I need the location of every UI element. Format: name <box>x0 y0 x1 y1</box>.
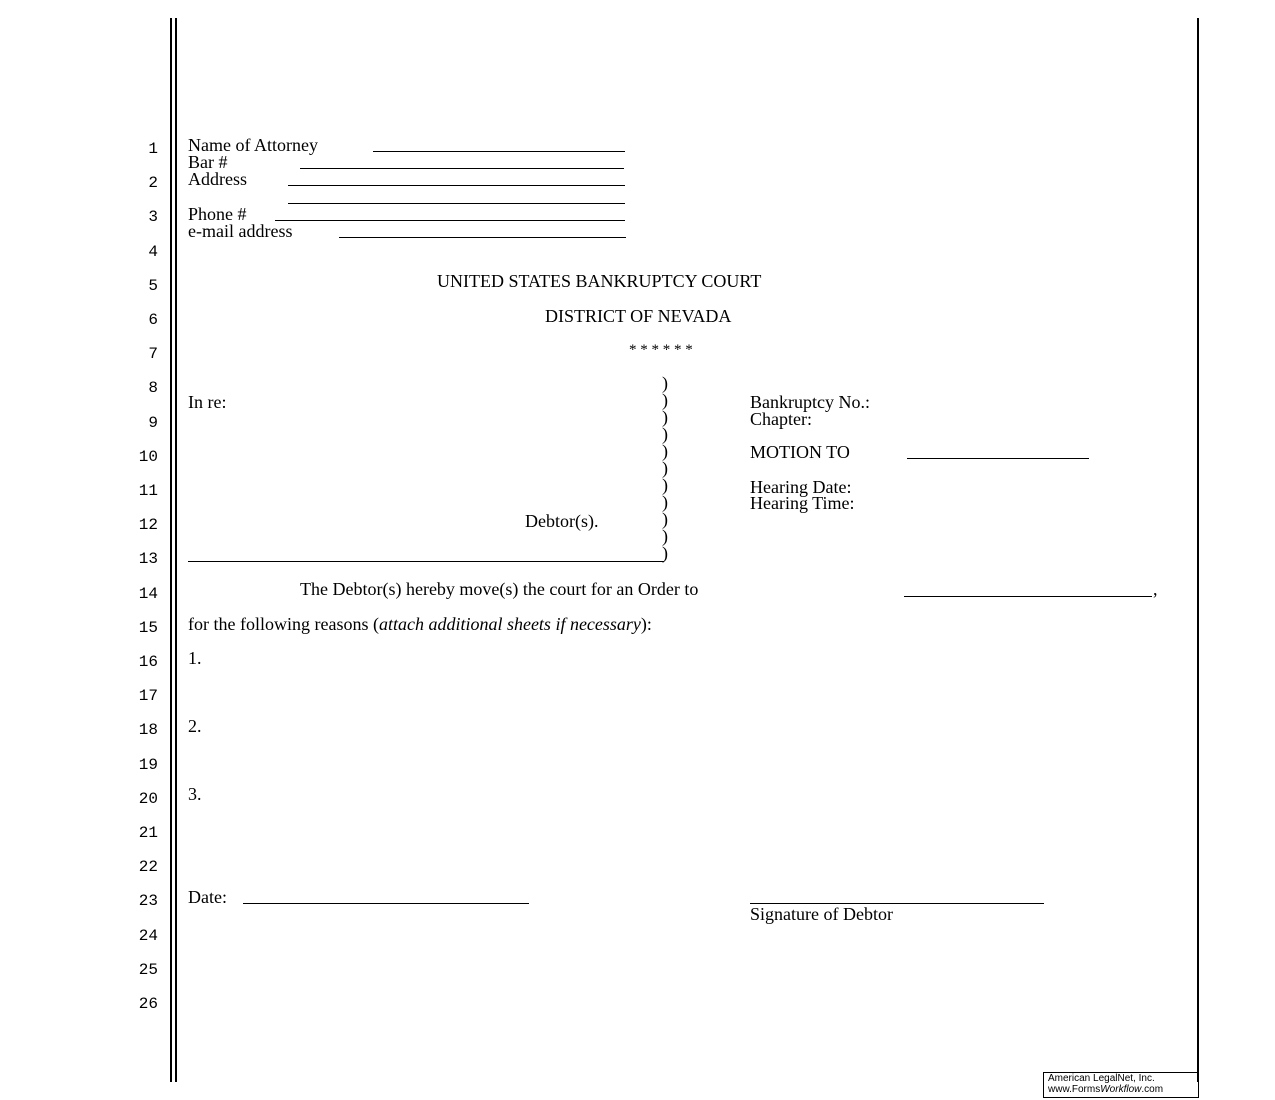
chapter-label: Chapter: <box>750 409 812 429</box>
phone-label: Phone # <box>188 204 247 224</box>
hearing-date-label: Hearing Date: <box>750 477 852 497</box>
in-re-label: In re: <box>188 392 227 412</box>
left-margin-rule <box>170 18 172 1082</box>
reason-item-1: 1. <box>188 648 202 668</box>
line-number: 17 <box>138 687 158 706</box>
motion-text: The Debtor(s) hereby move(s) the court for an Order to <box>300 579 699 599</box>
publisher-footer <box>1043 1072 1199 1098</box>
caption-paren: ) <box>662 458 668 478</box>
hearing-time-label: Hearing Time: <box>750 493 855 513</box>
reasons-italic: attach additional sheets if necessary <box>378 614 641 634</box>
line-number: 10 <box>138 447 158 466</box>
footer-italic: Workflow <box>1100 1084 1142 1095</box>
line-number: 16 <box>138 653 158 671</box>
caption-bottom-line <box>188 561 664 562</box>
line-number: 15 <box>138 618 158 637</box>
line-number: 8 <box>148 379 158 398</box>
reason-item-3: 3. <box>188 784 202 804</box>
left-margin-rule <box>175 18 177 1082</box>
caption-paren: ) <box>662 526 668 546</box>
reasons-text <box>188 615 652 633</box>
caption-paren: ) <box>662 373 668 393</box>
reasons-prefix: for the following reasons ( <box>188 614 379 634</box>
line-number: 12 <box>138 516 158 535</box>
footer-line-2 <box>1048 1084 1198 1095</box>
line-number: 13 <box>138 550 158 569</box>
line-number: 7 <box>148 345 158 364</box>
caption-paren: ) <box>662 441 668 461</box>
line-number: 21 <box>138 824 158 842</box>
line-number: 14 <box>138 584 158 603</box>
address-field-2[interactable] <box>288 203 625 204</box>
line-number: 9 <box>148 413 158 432</box>
address-field-1[interactable] <box>288 185 625 186</box>
line-number: 1 <box>148 140 158 158</box>
line-number: 2 <box>148 174 158 193</box>
attorney-name-field[interactable] <box>373 151 625 152</box>
phone-field[interactable] <box>275 220 625 221</box>
date-label: Date: <box>188 887 227 907</box>
separator-stars: * * * * * * <box>629 342 693 358</box>
caption-paren: ) <box>662 509 668 529</box>
line-number: 4 <box>148 242 158 261</box>
caption-paren: ) <box>662 492 668 512</box>
line-number: 6 <box>148 311 158 329</box>
line-number: 20 <box>138 789 158 808</box>
caption-paren: ) <box>662 543 668 563</box>
bar-field[interactable] <box>300 168 624 169</box>
caption-paren: ) <box>662 424 668 444</box>
line-number: 23 <box>138 892 158 911</box>
caption-paren: ) <box>662 390 668 410</box>
bar-label: Bar # <box>188 152 228 172</box>
motion-to-field[interactable] <box>907 458 1089 459</box>
footer-line-1: American LegalNet, Inc. <box>1048 1073 1155 1084</box>
reason-item-2: 2. <box>188 716 202 736</box>
footer-suffix: .com <box>1141 1084 1164 1095</box>
motion-to-label: MOTION TO <box>750 442 850 462</box>
line-number: 25 <box>138 960 158 979</box>
line-number: 19 <box>138 755 158 774</box>
footer-prefix: www.Forms <box>1048 1084 1101 1095</box>
email-field[interactable] <box>339 237 626 238</box>
comma: , <box>1153 579 1158 599</box>
line-number: 3 <box>148 208 158 227</box>
line-number: 5 <box>148 276 158 295</box>
date-field[interactable] <box>243 903 529 904</box>
line-number: 22 <box>138 858 158 877</box>
bankruptcy-no-label: Bankruptcy No.: <box>750 392 870 412</box>
district-title: DISTRICT OF NEVADA <box>545 306 732 326</box>
caption-paren: ) <box>662 475 668 495</box>
line-number: 18 <box>138 721 158 740</box>
attorney-name-label: Name of Attorney <box>188 135 318 155</box>
line-number: 11 <box>138 482 158 500</box>
signature-label: Signature of Debtor <box>750 904 893 924</box>
line-number: 26 <box>138 995 158 1013</box>
reasons-suffix: ): <box>640 614 652 634</box>
line-number: 24 <box>138 926 158 945</box>
right-margin-rule <box>1197 18 1199 1082</box>
order-to-field[interactable] <box>904 596 1152 597</box>
address-label: Address <box>188 169 247 189</box>
email-label: e-mail address <box>188 221 293 241</box>
debtor-label: Debtor(s). <box>525 511 599 531</box>
caption-paren: ) <box>662 407 668 427</box>
court-title: UNITED STATES BANKRUPTCY COURT <box>437 271 762 291</box>
